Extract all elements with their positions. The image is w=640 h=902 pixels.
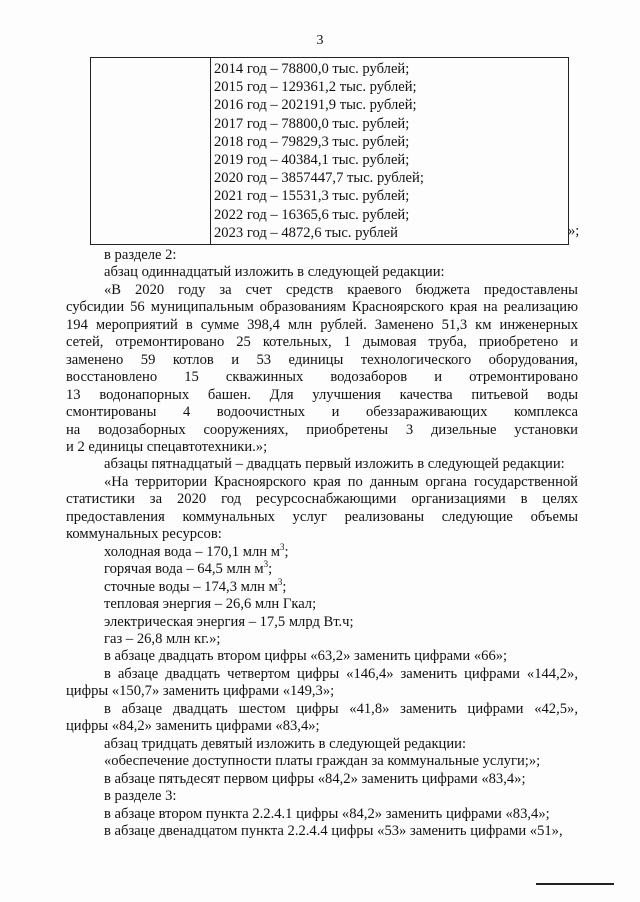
year-line: 2023 год – 4872,6 тыс. рублей — [214, 224, 398, 241]
resource-hot-water — [66, 561, 578, 578]
item-2244-edit: в абзаце двенадцатом пункта 2.2.4.4 цифры «53» заменить цифрами «51», — [104, 822, 563, 839]
paragraph-11-line: смонтированы 4 водоочистных и обеззараживающих комплекса — [66, 404, 578, 421]
resource-electricity: электрическая энергия – 17,5 млрд Вт.ч; — [104, 613, 354, 630]
paragraph-26-edit-cont: цифры «84,2» заменить цифрами «83,4»; — [66, 718, 320, 735]
table-years-cell — [211, 58, 569, 245]
footer-rule — [536, 883, 614, 885]
year-line: 2016 год – 202191,9 тыс. рублей; — [214, 97, 417, 114]
paragraph-11-intro: абзац одиннадцатый изложить в следующей редакции: — [104, 264, 445, 281]
unit-superscript: 3 — [279, 541, 285, 552]
cold-water-text: холодная вода – 170,1 млн м — [104, 543, 280, 560]
resource-cold-water — [66, 541, 578, 561]
paragraph-39-intro: абзац тридцать девятый изложить в следующей редакции: — [104, 735, 467, 752]
section-2-heading: в разделе 2: — [104, 247, 177, 263]
paragraph-11-line: восстановлено 15 скважинных водозаборов и отремонтировано — [66, 369, 578, 386]
paragraph-22-edit: в абзаце двадцать втором цифры «63,2» заменить цифрами «66»; — [104, 648, 508, 665]
year-line: 2020 год – 3857447,7 тыс. рублей; — [214, 170, 424, 187]
paragraph-15-line: коммунальных ресурсов: — [66, 526, 222, 543]
section-3-heading: в разделе 3: — [104, 788, 177, 805]
resource-gas: газ – 26,8 млн кг.»; — [104, 630, 221, 647]
unit-superscript: 3 — [263, 559, 269, 570]
hot-water-text: горячая вода – 64,5 млн м — [104, 561, 264, 578]
page-number: 3 — [316, 33, 324, 48]
paragraph-11-line: сетей, отремонтировано 25 котельных, 1 дымовая труба, приобретено и — [66, 334, 578, 351]
year-line: 2021 год – 15531,3 тыс. рублей; — [214, 188, 410, 205]
year-line: 2018 год – 79829,3 тыс. рублей; — [214, 133, 410, 150]
table-empty-cell — [91, 58, 211, 245]
document-body — [66, 247, 578, 840]
budget-table — [90, 57, 569, 245]
year-line: 2019 год – 40384,1 тыс. рублей; — [214, 152, 410, 169]
paragraph-11-line: заменено 59 котлов и 53 единицы технологического оборудования, — [66, 351, 578, 368]
resource-wastewater — [66, 576, 578, 596]
unit-superscript: 3 — [277, 576, 283, 587]
year-line: 2022 год – 16365,6 тыс. рублей; — [214, 206, 410, 223]
paragraph-11-line: на водозаборных сооружениях, приобретены 3 дизельные установки — [66, 421, 578, 438]
paragraph-11-line: «В 2020 году за счет средств краевого бюджета предоставлены — [104, 281, 578, 298]
paragraph-51-edit: в абзаце пятьдесят первом цифры «84,2» заменить цифрами «83,4»; — [104, 770, 526, 787]
paragraph-24-edit-cont: цифры «150,7» заменить цифрами «149,3»; — [66, 683, 335, 700]
item-2241-edit: в абзаце втором пункта 2.2.4.1 цифры «84,2» заменить цифрами «83,4»; — [104, 805, 550, 822]
paragraph-24-edit: в абзаце двадцать четвертом цифры «146,4» заменить цифрами «144,2», — [104, 665, 578, 682]
resource-suffix: ; — [284, 543, 289, 560]
wastewater-text: сточные воды – 174,3 млн м — [104, 578, 278, 595]
paragraph-15-line: «На территории Красноярского края по данным органа государственной — [104, 473, 578, 490]
year-line: 2014 год – 78800,0 тыс. рублей; — [214, 61, 410, 77]
paragraph-11-line: 13 водонапорных башен. Для улучшения качества питьевой воды — [66, 386, 578, 403]
paragraph-15-line: предоставления коммунальных услуг реализованы следующие объемы — [66, 508, 578, 525]
closing-quote: »; — [568, 223, 580, 239]
resource-heat: тепловая энергия – 26,6 млн Гкал; — [104, 596, 317, 613]
year-line: 2015 год – 129361,2 тыс. рублей; — [214, 79, 417, 96]
paragraph-26-edit: в абзаце двадцать шестом цифры «41,8» заменить цифрами «42,5», — [104, 700, 578, 717]
paragraph-39-text: «обеспечение доступности платы граждан за коммунальные услуги;»; — [104, 753, 541, 770]
resource-suffix: ; — [282, 578, 287, 595]
paragraph-15-intro: абзацы пятнадцатый – двадцать первый изложить в следующей редакции: — [104, 456, 565, 473]
paragraph-15-line: статистики за 2020 год ресурсоснабжающими организациями в целях — [66, 491, 578, 508]
paragraph-11-line: субсидии 56 муниципальным образованиям Красноярского края на реализацию — [66, 299, 578, 316]
resource-suffix: ; — [268, 561, 273, 578]
year-line: 2017 год – 78800,0 тыс. рублей; — [214, 115, 410, 132]
paragraph-11-line: и 2 единицы спецавтотехники.»; — [66, 438, 268, 455]
paragraph-11-line: 194 мероприятий в сумме 398,4 млн рублей. Заменено 51,3 км инженерных — [66, 316, 578, 333]
